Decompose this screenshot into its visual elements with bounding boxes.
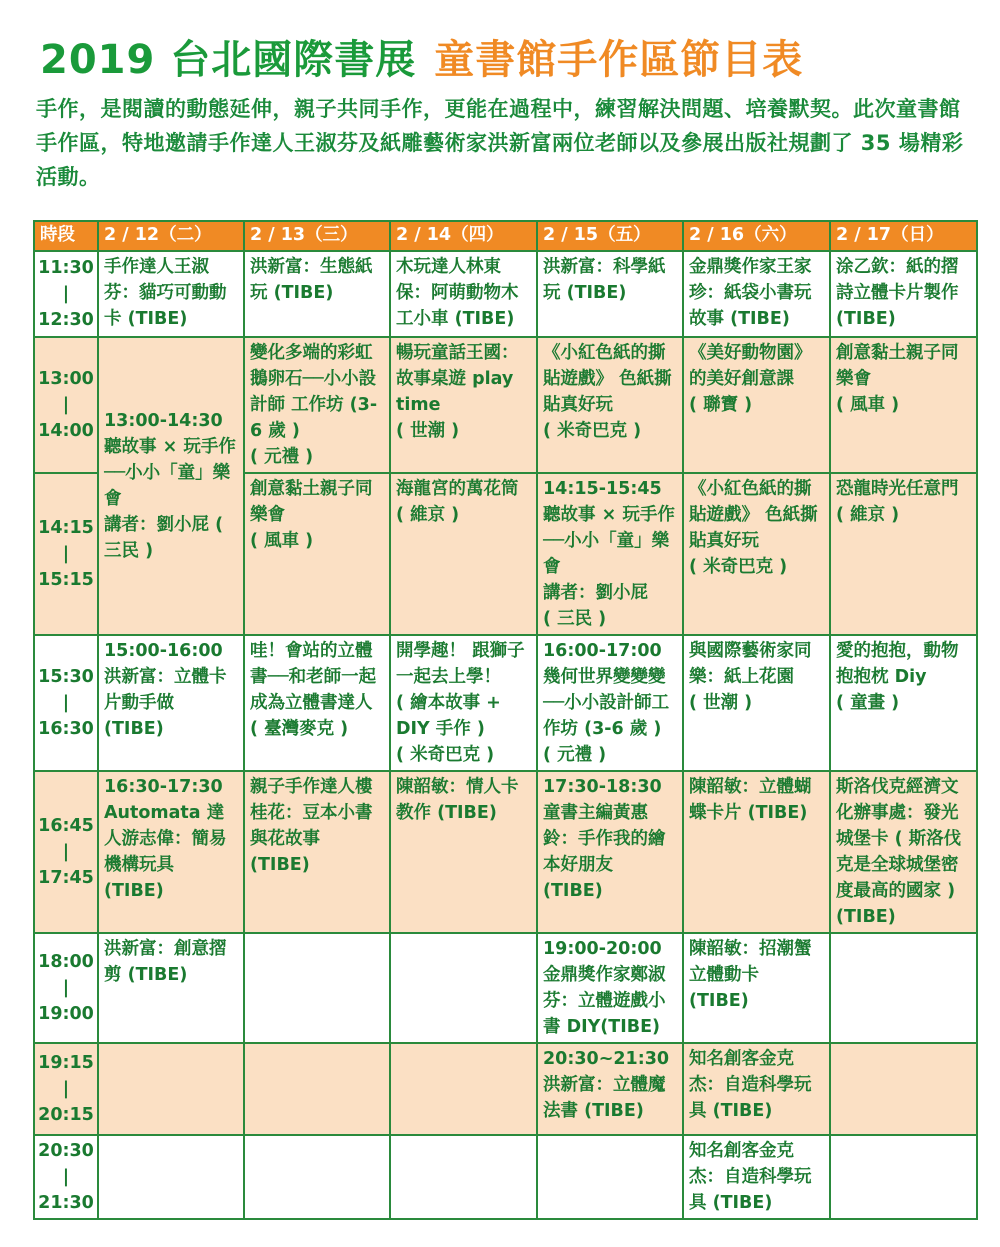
table-row bbox=[34, 337, 977, 473]
event-cell: 知名創客金克杰：自造科學玩具 (TIBE) bbox=[683, 1043, 830, 1135]
time-slot-cell: 19:15 | 20:15 bbox=[34, 1043, 98, 1135]
event-cell: 涂乙欽：紙的摺詩立體卡片製作 (TIBE) bbox=[830, 251, 977, 337]
header-cell: 2 / 12（二） bbox=[98, 221, 244, 251]
event-cell: 洪新富：創意摺剪 (TIBE) bbox=[98, 933, 244, 1043]
page-title bbox=[40, 28, 803, 85]
time-slot-cell: 15:30 | 16:30 bbox=[34, 635, 98, 771]
event-cell: 恐龍時光任意門 ( 維京 ) bbox=[830, 473, 977, 635]
event-cell: 14:15-15:45 聽故事 × 玩手作──小小「童」樂會 講者：劉小屁 ( 三民 ) bbox=[537, 473, 683, 635]
event-cell: 20:30~21:30 洪新富：立體魔法書 (TIBE) bbox=[537, 1043, 683, 1135]
event-cell: 陳韶敏：招潮蟹立體動卡 (TIBE) bbox=[683, 933, 830, 1043]
time-slot-cell: 13:00 | 14:00 bbox=[34, 337, 98, 473]
event-cell bbox=[98, 1135, 244, 1219]
event-cell bbox=[537, 1135, 683, 1219]
event-cell: 哇！會站的立體書──和老師一起成為立體書達人 ( 臺灣麥克 ) bbox=[244, 635, 390, 771]
event-cell bbox=[830, 1135, 977, 1219]
event-cell: 洪新富：科學紙玩 (TIBE) bbox=[537, 251, 683, 337]
event-cell: 知名創客金克杰：自造科學玩具 (TIBE) bbox=[683, 1135, 830, 1219]
event-cell: 開學趣！ 跟獅子一起去上學！ ( 繪本故事 + DIY 手作 ) ( 米奇巴克 ) bbox=[390, 635, 537, 771]
table-row bbox=[34, 251, 977, 337]
event-cell: 17:30-18:30 童書主編黃惠鈴：手作我的繪本好朋友 (TIBE) bbox=[537, 771, 683, 933]
event-cell: 木玩達人林東保：阿萌動物木工小車 (TIBE) bbox=[390, 251, 537, 337]
table-row bbox=[34, 933, 977, 1043]
event-cell bbox=[98, 1043, 244, 1135]
event-cell: 陳韶敏：立體蝴蝶卡片 (TIBE) bbox=[683, 771, 830, 933]
event-cell: 海龍宮的萬花筒 ( 維京 ) bbox=[390, 473, 537, 635]
event-cell bbox=[390, 933, 537, 1043]
time-slot-cell: 20:30 | 21:30 bbox=[34, 1135, 98, 1219]
event-cell: 創意黏土親子同樂會 ( 風車 ) bbox=[244, 473, 390, 635]
header-cell: 2 / 13（三） bbox=[244, 221, 390, 251]
event-cell: 13:00-14:30 聽故事 × 玩手作──小小「童」樂會 講者：劉小屁 ( 三民 ) bbox=[98, 337, 244, 635]
header-cell: 2 / 14（四） bbox=[390, 221, 537, 251]
event-cell bbox=[244, 933, 390, 1043]
table-row bbox=[34, 1043, 977, 1135]
header-cell: 2 / 15（五） bbox=[537, 221, 683, 251]
event-cell: 15:00-16:00 洪新富：立體卡片動手做 (TIBE) bbox=[98, 635, 244, 771]
event-cell bbox=[390, 1135, 537, 1219]
table-row bbox=[34, 635, 977, 771]
event-cell: 暢玩童話王國：故事桌遊 play time ( 世潮 ) bbox=[390, 337, 537, 473]
event-cell: 創意黏土親子同樂會 ( 風車 ) bbox=[830, 337, 977, 473]
header-cell: 時段 bbox=[34, 221, 98, 251]
event-cell: 斯洛伐克經濟文化辦事處：發光城堡卡 ( 斯洛伐克是全球城堡密度最高的國家 ) (TIBE) bbox=[830, 771, 977, 933]
event-cell: 陳韶敏：情人卡教作 (TIBE) bbox=[390, 771, 537, 933]
header-cell: 2 / 16（六） bbox=[683, 221, 830, 251]
event-cell: 16:30-17:30 Automata 達人游志偉：簡易機構玩具 (TIBE) bbox=[98, 771, 244, 933]
event-cell: 與國際藝術家同樂：紙上花園 ( 世潮 ) bbox=[683, 635, 830, 771]
event-cell bbox=[830, 933, 977, 1043]
table-row bbox=[34, 1135, 977, 1219]
time-slot-cell: 18:00 | 19:00 bbox=[34, 933, 98, 1043]
event-cell: 金鼎獎作家王家珍：紙袋小書玩故事 (TIBE) bbox=[683, 251, 830, 337]
time-slot-cell: 11:30 | 12:30 bbox=[34, 251, 98, 337]
event-cell: 變化多端的彩虹鵝卵石──小小設計師 工作坊 (3-6 歲 ) ( 元禮 ) bbox=[244, 337, 390, 473]
event-cell: 愛的抱抱，動物抱抱枕 Diy ( 童畫 ) bbox=[830, 635, 977, 771]
event-cell: 《美好動物園》的美好創意課 ( 聯寶 ) bbox=[683, 337, 830, 473]
event-cell: 《小紅色紙的撕貼遊戲》 色紙撕貼真好玩 ( 米奇巴克 ) bbox=[683, 473, 830, 635]
event-cell bbox=[830, 1043, 977, 1135]
event-cell bbox=[244, 1043, 390, 1135]
table-row bbox=[34, 771, 977, 933]
event-cell bbox=[390, 1043, 537, 1135]
event-cell: 《小紅色紙的撕貼遊戲》 色紙撕貼真好玩 ( 米奇巴克 ) bbox=[537, 337, 683, 473]
header-row bbox=[34, 221, 977, 251]
schedule-table bbox=[33, 220, 978, 1220]
title-event: 2019 台北國際書展 bbox=[40, 37, 417, 83]
event-cell: 16:00-17:00 幾何世界變變變──小小設計師工作坊 (3-6 歲 ) ( 元禮 ) bbox=[537, 635, 683, 771]
event-cell: 洪新富：生態紙玩 (TIBE) bbox=[244, 251, 390, 337]
event-cell: 手作達人王淑芬：貓巧可動動卡 (TIBE) bbox=[98, 251, 244, 337]
time-slot-cell: 16:45 | 17:45 bbox=[34, 771, 98, 933]
header-cell: 2 / 17（日） bbox=[830, 221, 977, 251]
intro-paragraph: 手作，是閱讀的動態延伸，親子共同手作，更能在過程中，練習解決問題、培養默契。此次童書館手作區，特地邀請手作達人王淑芬及紙雕藝術家洪新富兩位老師以及參展出版社規劃了 35 場精彩活動。 bbox=[36, 97, 964, 189]
title-program: 童書館手作區節目表 bbox=[434, 37, 804, 83]
time-slot-cell: 14:15 | 15:15 bbox=[34, 473, 98, 635]
event-cell bbox=[244, 1135, 390, 1219]
event-cell: 親子手作達人樓桂花：豆本小書與花故事 (TIBE) bbox=[244, 771, 390, 933]
event-cell: 19:00-20:00 金鼎獎作家鄭淑芬：立體遊戲小書 DIY(TIBE) bbox=[537, 933, 683, 1043]
